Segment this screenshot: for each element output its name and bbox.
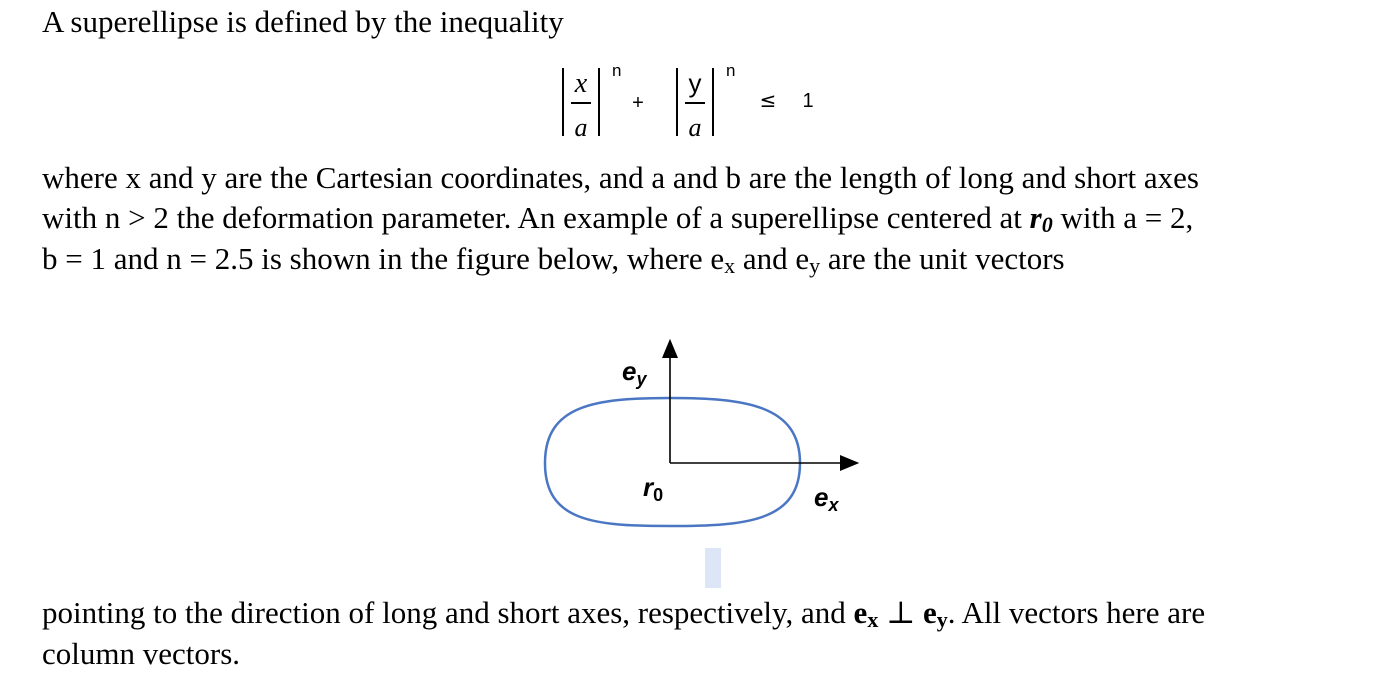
eq-plus: + [632,92,644,114]
superellipse-figure [500,330,900,590]
superellipse-equation [0,0,1396,150]
paragraph-line-2-end: with a = 2, [1052,200,1194,235]
eq-exp-2: n [726,61,736,80]
paragraph-line-2 [42,200,1193,243]
paragraph-line-1: where x and y are the Cartesian coordinates, and a and b are the length of long and short axes [42,160,1199,195]
paragraph-line-3 [42,241,1065,284]
text-cursor-highlight [705,548,721,588]
closing-ey: e [922,595,937,630]
eq-y: y [688,68,702,98]
superellipse-curve [545,398,800,526]
r0-label: r0 [643,472,664,505]
paragraph-line-3-text: b = 1 and n = 2.5 is shown in the figure below, where e [42,241,725,276]
paragraph-line-3-end: are the unit vectors [820,241,1065,276]
r0-subscript: 0 [1041,212,1053,237]
eq-x: x [574,68,588,99]
closing-line-1-end: . All vectors here are [947,595,1206,630]
ex-subscript: x [724,253,736,278]
paragraph-line-2-text: with n > 2 the deformation parameter. An example of a superellipse centered at [42,200,1030,235]
eq-rhs: 1 [802,90,814,112]
eq-exp-1: n [612,61,622,80]
eq-denom-1: a [574,113,588,142]
closing-line-2: column vectors. [42,636,241,671]
closing-ey-sub: y [936,607,948,632]
closing-ex-sub: x [867,607,879,632]
eq-leq: ≤ [759,88,777,112]
ex-label: ex [814,482,839,515]
paragraph-line-3-mid: and e [735,241,810,276]
superellipse-diagram [500,330,900,590]
perp-symbol: ⊥ [878,595,923,630]
closing-ex: e [853,595,868,630]
ey-subscript: y [809,253,821,278]
r0-symbol: r [1029,200,1042,235]
closing-line-1-text: pointing to the direction of long and short axes, respectively, and [42,595,854,630]
ey-label: ey [622,356,647,389]
intro-text: A superellipse is defined by the inequality [42,4,564,39]
eq-denom-2: a [688,113,702,142]
closing-line-1 [42,595,1205,638]
